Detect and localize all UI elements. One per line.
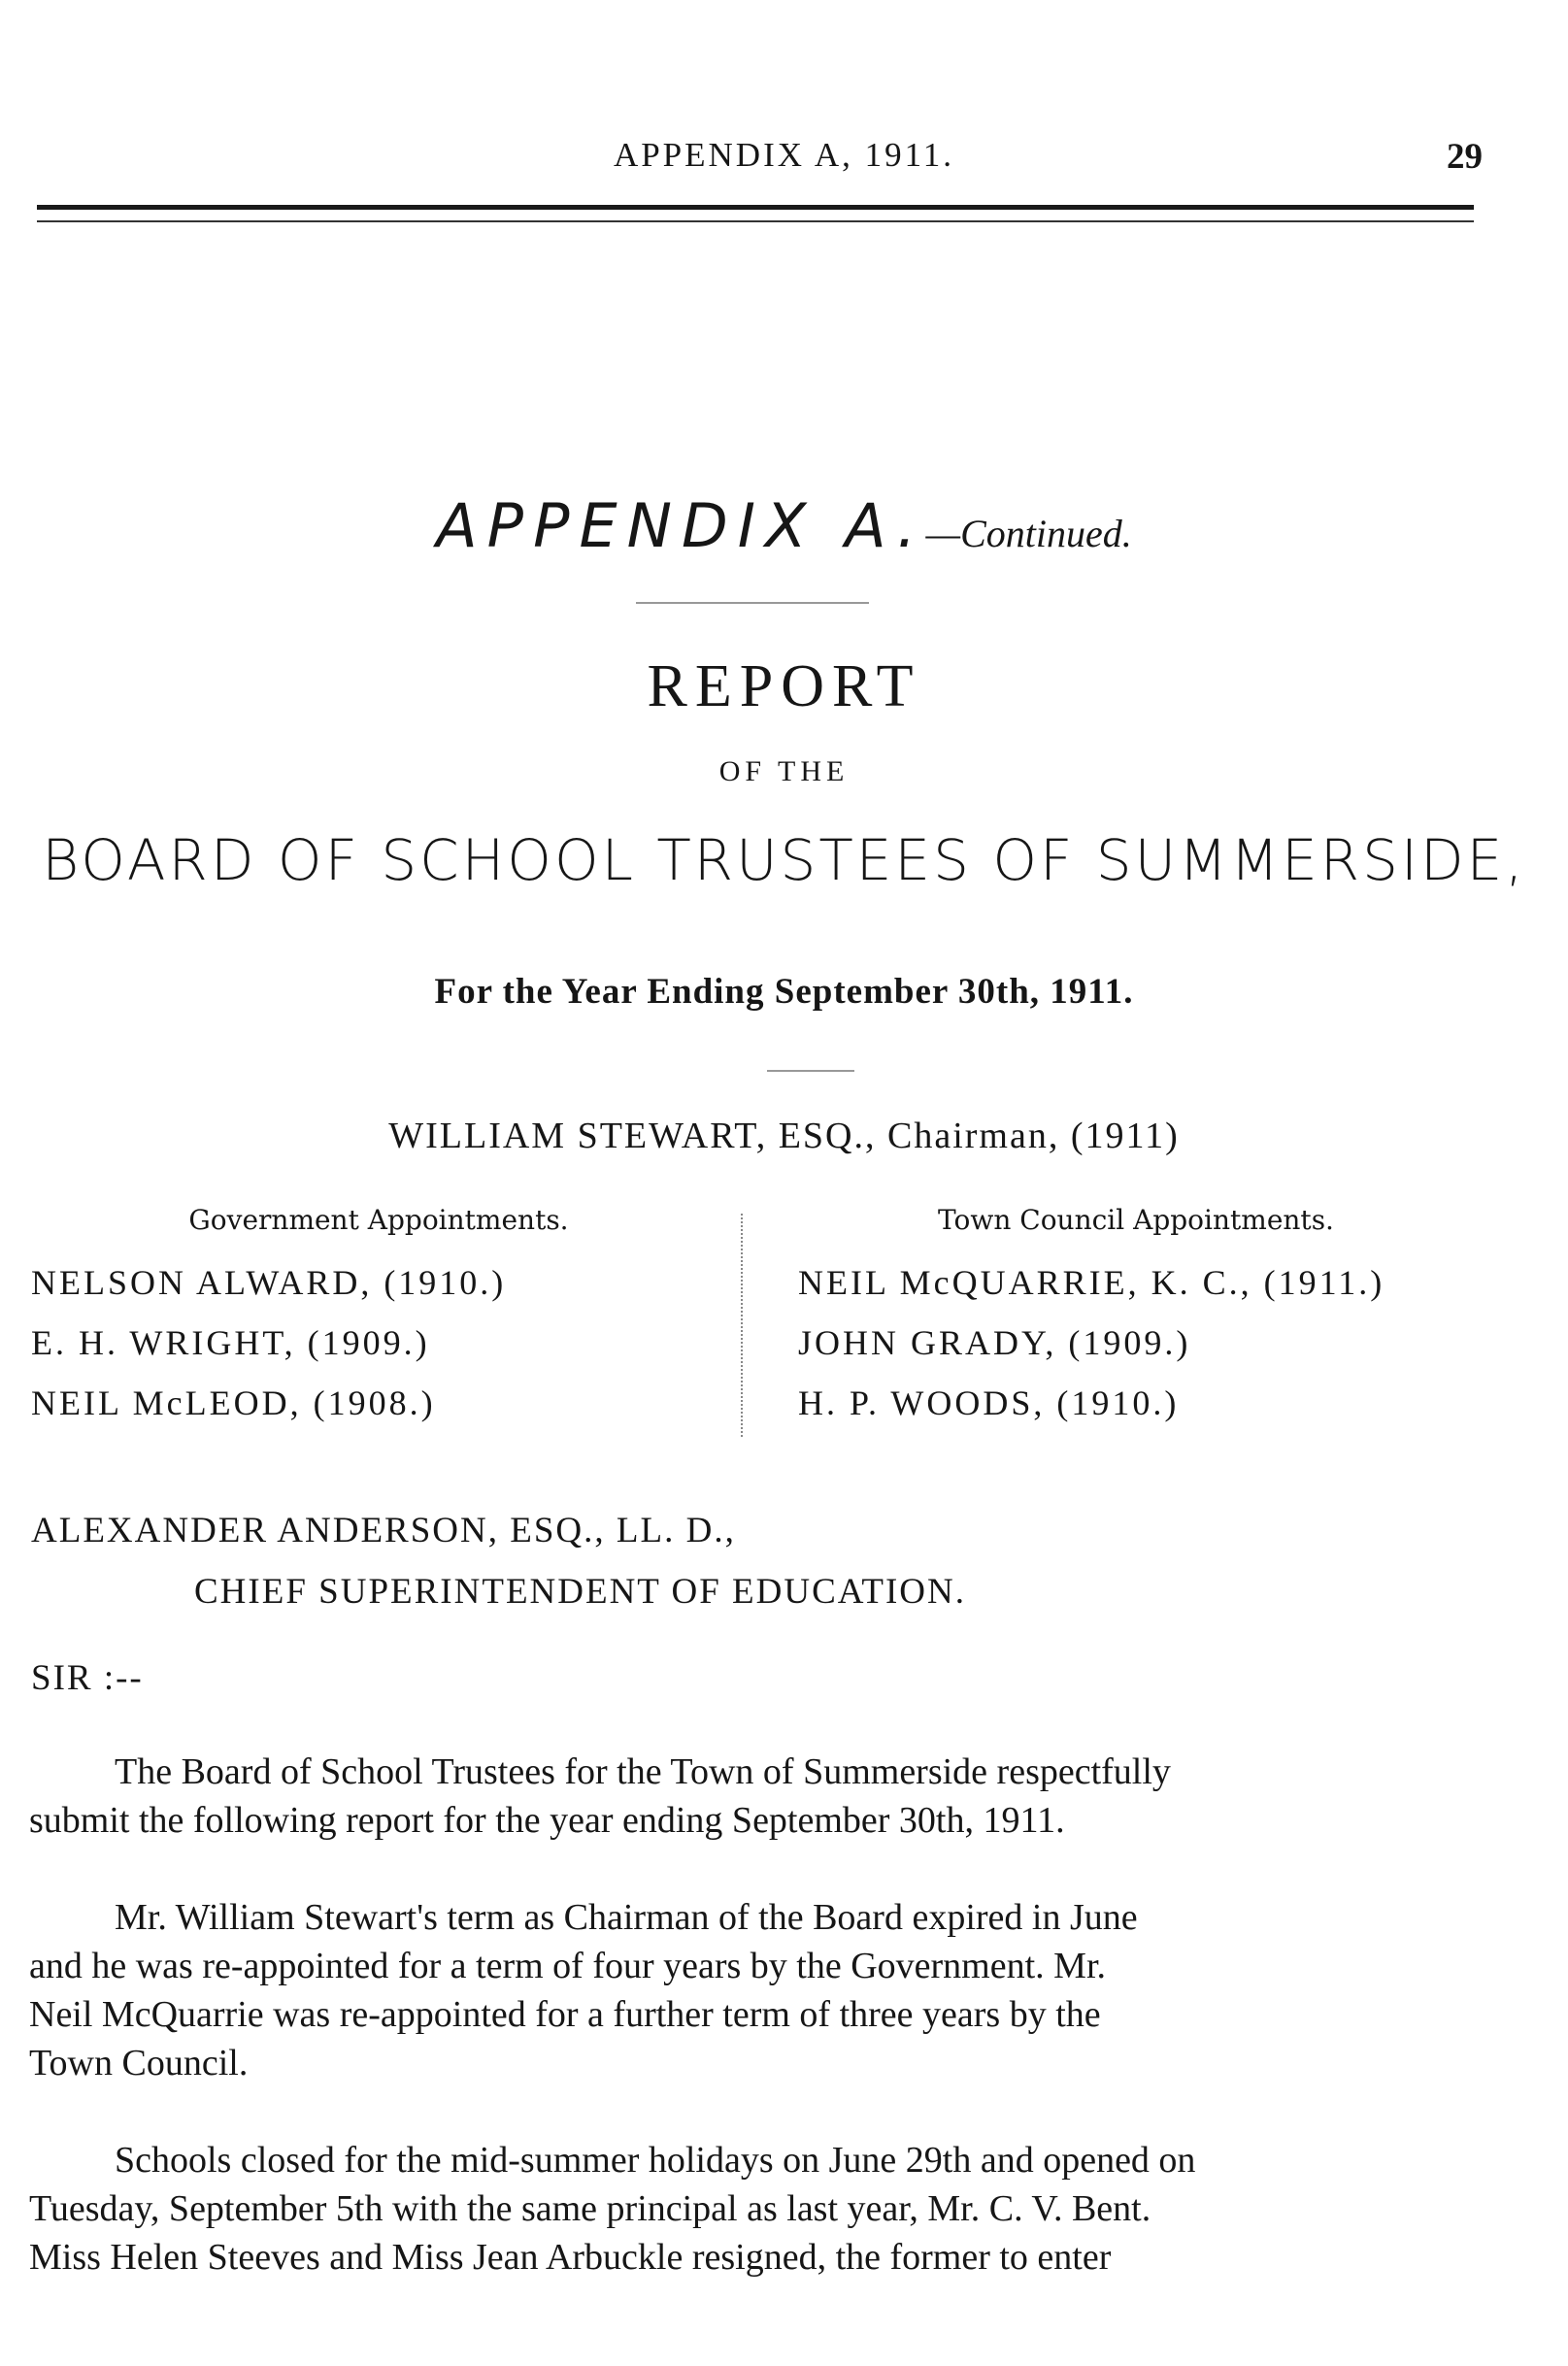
government-member: E. H. WRIGHT, (1909.) <box>31 1323 430 1362</box>
running-header <box>0 136 1568 184</box>
paragraph-line: The Board of School Trustees for the Town of Summerside respectfully <box>115 1751 1171 1792</box>
year-ending: For the Year Ending September 30th, 1911. <box>434 972 1134 1012</box>
divider-rule <box>636 602 869 604</box>
paragraph-line: Mr. William Stewart's term as Chairman of the Board expired in June <box>115 1897 1138 1938</box>
header-rule-thick <box>37 205 1474 210</box>
divider-rule-small <box>767 1070 854 1072</box>
town-council-member: H. P. WOODS, (1910.) <box>798 1383 1180 1422</box>
addressee-name: ALEXANDER ANDERSON, ESQ., LL. D., <box>31 1511 736 1550</box>
chairman-line: WILLIAM STEWART, ESQ., Chairman, (1911) <box>388 1116 1180 1156</box>
paragraph-line: submit the following report for the year ending September 30th, 1911. <box>29 1800 1065 1841</box>
salutation: SIR :-- <box>31 1658 144 1698</box>
appendix-heading <box>0 490 1568 561</box>
paragraph-line: Schools closed for the mid-summer holidays on June 29th and opened on <box>115 2140 1196 2181</box>
report-of-the: OF THE <box>718 755 850 787</box>
appendix-label: APPENDIX A. <box>436 490 926 561</box>
paragraph-line: and he was re-appointed for a term of four years by the Government. Mr. <box>29 1946 1107 1986</box>
paragraph-line: Town Council. <box>29 2043 249 2083</box>
paragraph <box>29 1893 1476 2087</box>
government-appointments-heading: Government Appointments. <box>188 1204 569 1236</box>
paragraph-line: Neil McQuarrie was re-appointed for a further term of three years by the <box>29 1994 1101 2035</box>
town-council-member: JOHN GRADY, (1909.) <box>798 1323 1191 1362</box>
paragraph-line: Tuesday, September 5th with the same principal as last year, Mr. C. V. Bent. <box>29 2188 1151 2229</box>
town-council-member: NEIL McQUARRIE, K. C., (1911.) <box>798 1263 1385 1302</box>
paragraph <box>29 1748 1476 1845</box>
running-title: APPENDIX A, 1911. <box>613 136 955 174</box>
page-number: 29 <box>1447 137 1483 177</box>
paragraph <box>29 2136 1476 2282</box>
report-title: REPORT <box>647 653 921 719</box>
board-title: BOARD OF SCHOOL TRUSTEES OF SUMMERSIDE, <box>42 827 1526 893</box>
appendix-continued: —Continued. <box>925 512 1132 555</box>
header-rule-thin <box>37 220 1474 222</box>
government-member: NELSON ALWARD, (1910.) <box>31 1263 507 1302</box>
government-member: NEIL McLEOD, (1908.) <box>31 1383 436 1422</box>
town-council-appointments-heading: Town Council Appointments. <box>938 1204 1334 1236</box>
column-divider <box>741 1214 743 1437</box>
addressee-title: CHIEF SUPERINTENDENT OF EDUCATION. <box>194 1572 966 1612</box>
paragraph-line: Miss Helen Steeves and Miss Jean Arbuckle resigned, the former to enter <box>29 2237 1112 2278</box>
